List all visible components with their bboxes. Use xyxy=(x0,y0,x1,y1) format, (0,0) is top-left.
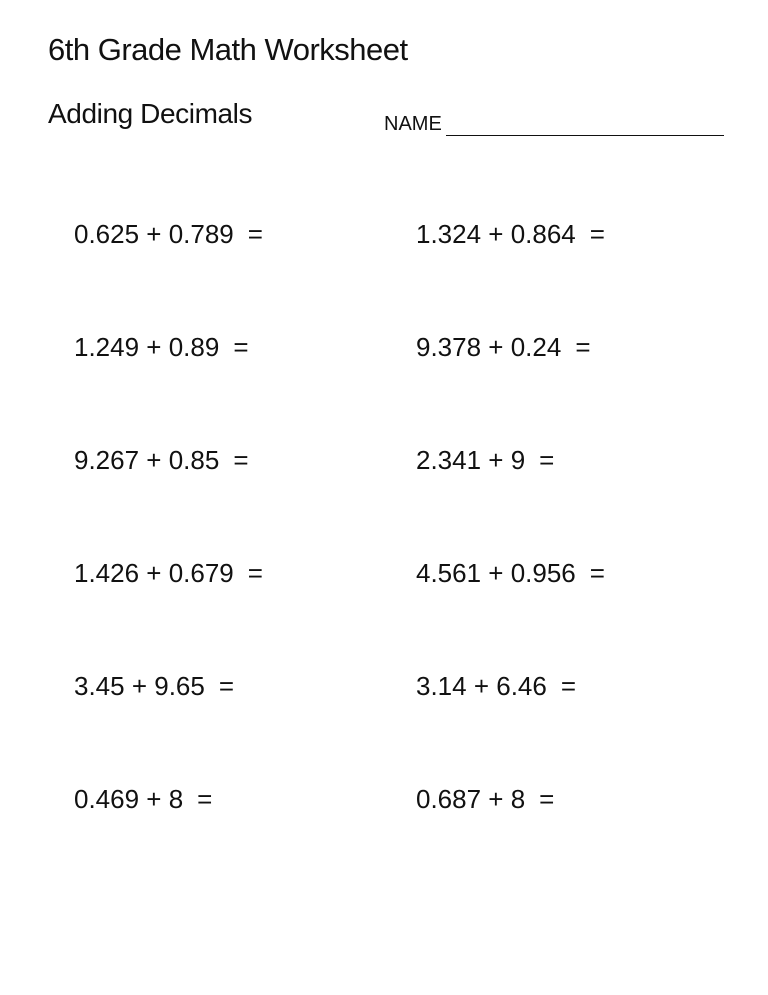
problem-grid xyxy=(74,214,734,892)
equals-sign: = xyxy=(233,445,249,475)
problem-12 xyxy=(416,779,734,892)
equals-sign: = xyxy=(233,332,249,362)
equals-sign: = xyxy=(539,445,555,475)
problem-11 xyxy=(74,779,416,892)
equals-sign: = xyxy=(247,219,263,249)
equals-sign: = xyxy=(218,671,235,701)
problem-10 xyxy=(416,666,734,779)
name-line[interactable] xyxy=(446,111,724,136)
problem-2 xyxy=(416,214,734,327)
problem-4 xyxy=(416,327,734,440)
equals-sign: = xyxy=(197,784,213,814)
problem-9 xyxy=(74,666,416,779)
name-label: NAME xyxy=(384,113,442,135)
problem-8 xyxy=(416,553,734,666)
page-title: 6th Grade Math Worksheet xyxy=(48,32,408,67)
problem-expression: 1.426 + 0.679 xyxy=(74,558,234,588)
problem-expression: 9.378 + 0.24 xyxy=(416,332,562,362)
problem-expression: 9.267 + 0.85 xyxy=(74,445,220,475)
name-field xyxy=(384,108,724,136)
problem-1 xyxy=(74,214,416,327)
equals-sign: = xyxy=(247,558,263,588)
problem-expression: 0.625 + 0.789 xyxy=(74,219,234,249)
equals-sign: = xyxy=(560,671,577,701)
problem-expression: 1.249 + 0.89 xyxy=(74,332,220,362)
problem-expression: 4.561 + 0.956 xyxy=(416,558,576,588)
equals-sign: = xyxy=(575,332,591,362)
problem-6 xyxy=(416,440,734,553)
worksheet-subtitle: Adding Decimals xyxy=(48,98,253,129)
problem-expression: 1.324 + 0.864 xyxy=(416,219,576,249)
problem-expression: 0.469 + 8 xyxy=(74,784,184,814)
problem-7 xyxy=(74,553,416,666)
problem-5 xyxy=(74,440,416,553)
problem-expression: 3.14 + 6.46 xyxy=(416,671,547,701)
equals-sign: = xyxy=(589,219,605,249)
problem-expression: 0.687 + 8 xyxy=(416,784,526,814)
problem-expression: 2.341 + 9 xyxy=(416,445,526,475)
equals-sign: = xyxy=(539,784,555,814)
problem-expression: 3.45 + 9.65 xyxy=(74,671,205,701)
problem-3 xyxy=(74,327,416,440)
equals-sign: = xyxy=(589,558,605,588)
